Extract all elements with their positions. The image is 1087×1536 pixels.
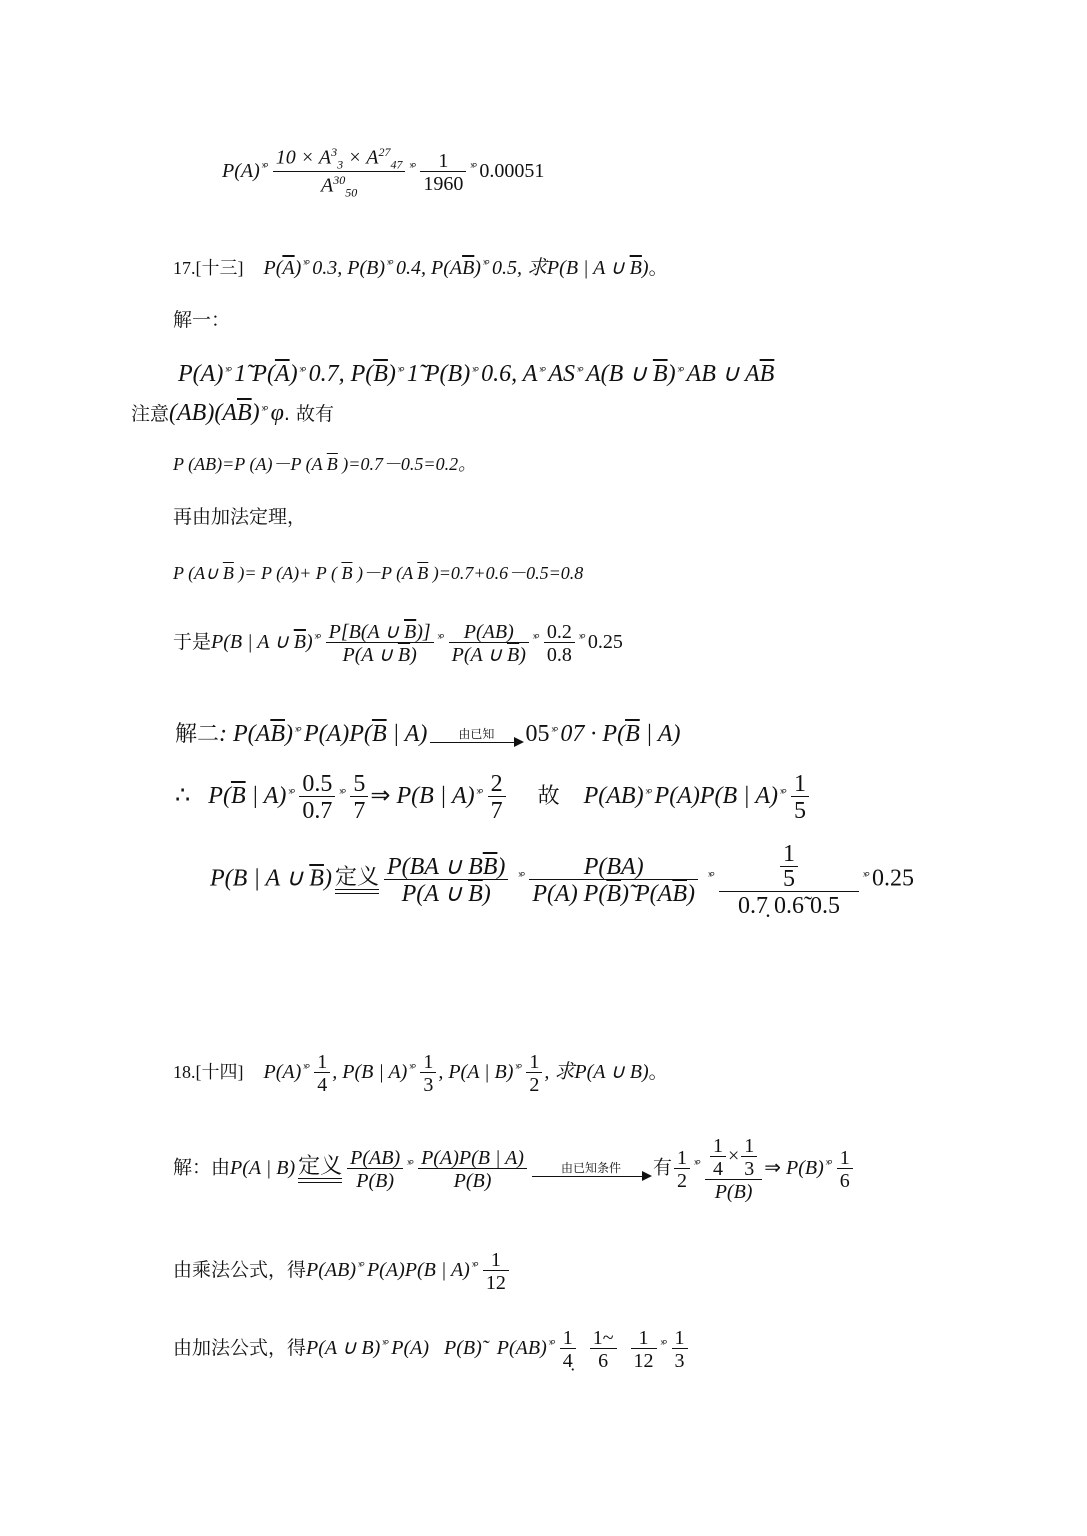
fraction: $\frac{1}{12}$ [483, 1250, 509, 1293]
fraction: $\frac{1}{12}$ [631, 1328, 657, 1371]
solution-1-label: 解一： [173, 309, 231, 331]
text-line-7: 再由加法定理， [173, 506, 307, 528]
definition-equals: 定义 [335, 867, 379, 894]
fraction: $\frac{1}{4}$ [314, 1052, 330, 1095]
fraction: $\frac{1}{4̣}$ [560, 1328, 576, 1371]
fraction: $\frac{P[B(A \cup \overline{B})]}{P(A \cup \overline{B})}$ [326, 622, 434, 665]
fraction: $\frac{P(AB)}{P(A \cup \overline{B})}$ [449, 622, 529, 665]
fraction: $\frac{P(BA \cup B\overline{B})}{P(A \cup \overline{B})}$ [384, 855, 508, 906]
formula-line-6: P (AB)=P (A)－P (A $\overline{B}$ )=0.7－0.5=0.2。 [173, 454, 477, 474]
definition-equals: 定义 [298, 1156, 342, 1183]
formula-line-12: P(B | A ∪ $\overline{B}$) 定义 $\frac{P(BA \cup B\overline{B})}{P(A \cup \overline{B})}$ ˣ° $\frac{P(BA)}{P(A) P(\overline{B})̃ P(A\overline{B})}$ ˣ° 1 5 0.7̣ 0.6̃ 0.5 ˣ° 0.25 [210, 841, 914, 919]
formula-line-8: P (A∪ $\overline{B}$ )= P (A)+ P ( $\overline{B}$ )－P (A $\overline{B}$ )=0.7+0.6－0.5=0.8 [173, 563, 584, 583]
fraction: 1 5 0.7̣ 0.6̃ 0.5 [719, 842, 859, 918]
formula-line-14: 解：由P(A | B) 定义 $\frac{P(AB)}{P(B)}$ ˣ° $\frac{P(A)P(B | A)}{P(B)}$ 由已知条件 有 $\frac{1}{2}$ ˣ° $\frac{1}{4}$ × $\frac{1}{3}$ P(B) ⇒ P(B) ˣ° $\frac{1}{6}$ [173, 1136, 855, 1202]
fraction: $\frac{0.5}{0.7}$ [299, 772, 335, 823]
fraction: $\frac{1}{4}$ × $\frac{1}{3}$ P(B) [705, 1136, 762, 1202]
fraction: $\frac{0.2}{0.8}$ [544, 622, 575, 665]
fraction: $\frac{1}{3}$ [420, 1052, 436, 1095]
fraction: $\frac{P(A)P(B | A)}{P(B)}$ [418, 1148, 527, 1191]
fraction: $\frac{P(BA)}{P(A) P(\overline{B})̃ P(A\overline{B})}$ [529, 855, 698, 906]
formula-line-15: 由乘法公式，得P(AB) ˣ° P(A)P(B | A) ˣ° $\frac{1}{12}$ [173, 1250, 511, 1293]
formula-line-9: 于是P(B | A ∪ $\overline{B}$) ˣ° $\frac{P[B(A \cup \overline{B})]}{P(A \cup \overline{B})}$ ˣ° $\frac{P(AB)}{P(A \cup \overline{B})}$ ˣ° $\frac{0.2}{0.8}$ ˣ° 0.25 [173, 621, 623, 666]
fraction: $\frac{1}{5}$ [791, 772, 809, 823]
formula-line-11: ∴ $P(\overline{B}$ | A) ˣ° $\frac{0.5}{0.7}$ ˣ° $\frac{5}{7}$ ⇒ P(B | A) ˣ° $\frac{2}{7}$ 故 P(AB) ˣ° P(A)P(B | A) ˣ° $\frac{1}{5}$ [175, 772, 811, 823]
problem-17-heading: 17.[十三] $P(\overline{A})$ ˣ° 0.3, P(B) ˣ° 0.4, $P(A\overline{B})$ ˣ° 0.5, 求P(B | A ∪ $\overline{B}$)。 [173, 256, 668, 279]
arrow-given: 由已知 [430, 728, 522, 743]
problem-18-heading: 18.[十四] P(A) ˣ° $\frac{1}{4}$ , P(B | A) ˣ° $\frac{1}{3}$ , P(A | B) ˣ° $\frac{1}{2}$ , 求P(A ∪ B)。 [173, 1051, 668, 1096]
fraction: $\frac{1}{2}$ [526, 1052, 542, 1095]
fraction: $\frac{5}{7}$ [350, 772, 368, 823]
fraction: $\frac{1}{1960}$ [420, 151, 466, 194]
fraction: $\frac{1}{6}$ [837, 1148, 853, 1191]
formula-line-16: 由加法公式，得P(A ∪ B) ˣ° P(A) P(B)̃ P(AB) ˣ° $\frac{1}{4̣}$ $\frac{1\sim}{6}$ $\frac{1}{12}$ ˣ° $\frac{1}{3}$ [173, 1328, 690, 1371]
fraction: $\frac{10 \times A^3_3 \times A^{27}_{47}}{A^{30}_{50}}$ [273, 146, 406, 198]
arrow-given-condition: 由已知条件 [532, 1162, 650, 1177]
formula-line-5: 注意$(AB)(A\overline{B})$ ˣ° φ. 故有 [131, 400, 334, 426]
formula-line-10: 解二: $P(A\overline{B})$ ˣ° $P(A)P(\overline{B}$ | A) 由已知 05 ˣ° $07 \cdot P(\overline{B}$ | A) [175, 721, 681, 747]
fraction: $\frac{1}{2}$ [674, 1148, 690, 1191]
fraction: $\frac{2}{7}$ [488, 772, 506, 823]
formula-line-4: P(A) ˣ° 1̃ $P(\overline{A})$ ˣ° 0.7, $P(\overline{B})$ ˣ° 1̃ P(B) ˣ° 0.6, A ˣ° AS ˣ° A(B ∪ $\overline{B}$) ˣ° AB ∪ $A\overline{B}$ [178, 361, 775, 387]
fraction: $\frac{P(AB)}{P(B)}$ [347, 1148, 403, 1191]
formula-line-1: P(A) ˣ° $\frac{10 \times A^3_3 \times A^{27}_{47}}{A^{30}_{50}}$ ˣ° $\frac{1}{1960}$ ˣ° 0.00051 [222, 145, 545, 200]
fraction: $\frac{1\sim}{6}$ [590, 1328, 617, 1371]
fraction: $\frac{1}{3}$ [672, 1328, 688, 1371]
